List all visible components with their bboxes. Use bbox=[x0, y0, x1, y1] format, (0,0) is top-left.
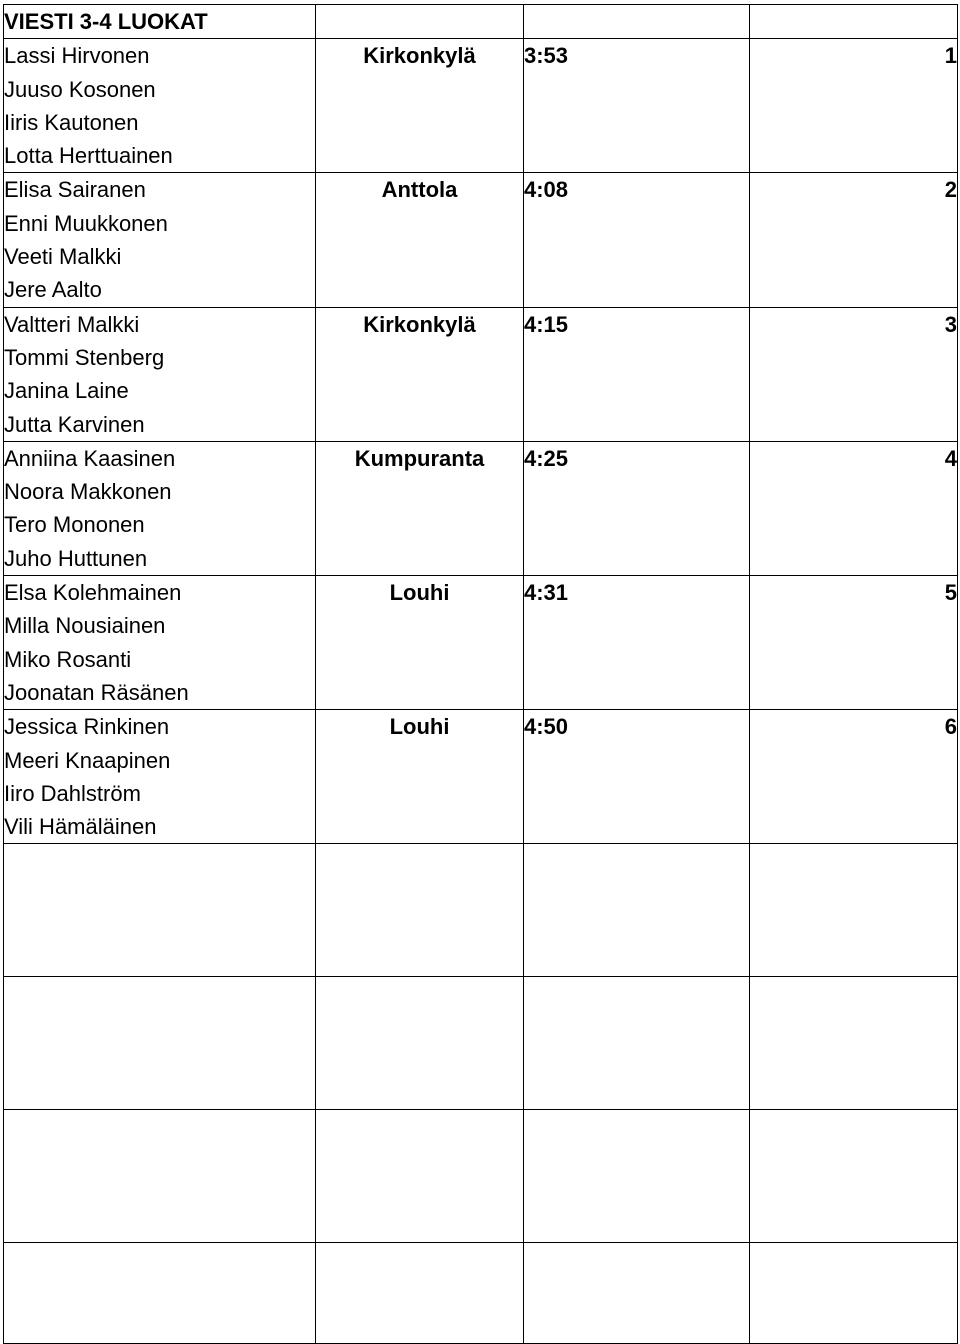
team-name: Louhi bbox=[316, 710, 524, 844]
empty-cell bbox=[524, 1110, 750, 1243]
empty-cell bbox=[316, 1110, 524, 1243]
empty-cell bbox=[316, 977, 524, 1110]
team-members bbox=[4, 307, 316, 441]
table-row bbox=[4, 576, 958, 710]
team-time: 4:15 bbox=[524, 307, 750, 441]
team-members bbox=[4, 441, 316, 575]
member-name: Tommi Stenberg bbox=[4, 344, 165, 370]
empty-cell bbox=[4, 1110, 316, 1243]
table-row bbox=[4, 173, 958, 307]
member-name: Jere Aalto bbox=[4, 277, 102, 303]
member-name: Veeti Malkki bbox=[4, 244, 122, 270]
member-name: Joonatan Räsänen bbox=[4, 679, 189, 705]
team-members bbox=[4, 39, 316, 173]
empty-cell bbox=[4, 977, 316, 1110]
empty-row bbox=[4, 1110, 958, 1243]
member-name: Jessica Rinkinen bbox=[4, 714, 170, 740]
empty-cell bbox=[750, 1243, 958, 1344]
team-time: 4:50 bbox=[524, 710, 750, 844]
empty-row bbox=[4, 844, 958, 977]
empty-cell bbox=[316, 1243, 524, 1344]
table-row bbox=[4, 39, 958, 173]
empty-cell bbox=[750, 844, 958, 977]
table-row bbox=[4, 710, 958, 844]
member-name: Jutta Karvinen bbox=[4, 411, 145, 437]
team-time: 3:53 bbox=[524, 39, 750, 173]
results-table bbox=[3, 4, 958, 1344]
title-row bbox=[4, 5, 958, 39]
member-name: Enni Muukkonen bbox=[4, 210, 168, 236]
team-rank: 2 bbox=[750, 173, 958, 307]
member-name: Iiro Dahlström bbox=[4, 780, 141, 806]
member-name: Anniina Kaasinen bbox=[4, 445, 176, 471]
team-time: 4:25 bbox=[524, 441, 750, 575]
empty-cell bbox=[524, 844, 750, 977]
team-members bbox=[4, 710, 316, 844]
table-title: VIESTI 3-4 LUOKAT bbox=[4, 5, 316, 39]
team-name: Kirkonkylä bbox=[316, 39, 524, 173]
member-name: Iiris Kautonen bbox=[4, 109, 139, 135]
member-name: Valtteri Malkki bbox=[4, 311, 140, 337]
team-name: Louhi bbox=[316, 576, 524, 710]
team-name: Anttola bbox=[316, 173, 524, 307]
empty-cell bbox=[316, 5, 524, 39]
member-name: Noora Makkonen bbox=[4, 479, 172, 505]
team-name: Kumpuranta bbox=[316, 441, 524, 575]
team-members bbox=[4, 173, 316, 307]
empty-cell bbox=[750, 5, 958, 39]
member-name: Juuso Kosonen bbox=[4, 76, 156, 102]
member-name: Juho Huttunen bbox=[4, 545, 148, 571]
member-name: Tero Mononen bbox=[4, 512, 145, 538]
empty-cell bbox=[524, 977, 750, 1110]
team-members bbox=[4, 576, 316, 710]
member-name: Meeri Knaapinen bbox=[4, 747, 171, 773]
member-name: Milla Nousiainen bbox=[4, 613, 166, 639]
empty-cell bbox=[4, 844, 316, 977]
empty-cell bbox=[524, 1243, 750, 1344]
team-rank: 3 bbox=[750, 307, 958, 441]
table-row bbox=[4, 307, 958, 441]
empty-cell bbox=[750, 1110, 958, 1243]
empty-row bbox=[4, 1243, 958, 1344]
table-row bbox=[4, 441, 958, 575]
team-time: 4:08 bbox=[524, 173, 750, 307]
member-name: Vili Hämäläinen bbox=[4, 814, 157, 840]
empty-cell bbox=[524, 5, 750, 39]
member-name: Elsa Kolehmainen bbox=[4, 580, 182, 606]
team-rank: 6 bbox=[750, 710, 958, 844]
empty-cell bbox=[750, 977, 958, 1110]
team-time: 4:31 bbox=[524, 576, 750, 710]
team-name: Kirkonkylä bbox=[316, 307, 524, 441]
member-name: Miko Rosanti bbox=[4, 646, 132, 672]
empty-cell bbox=[316, 844, 524, 977]
team-rank: 5 bbox=[750, 576, 958, 710]
member-name: Elisa Sairanen bbox=[4, 177, 146, 203]
empty-row bbox=[4, 977, 958, 1110]
member-name: Lassi Hirvonen bbox=[4, 43, 150, 69]
team-rank: 1 bbox=[750, 39, 958, 173]
team-rank: 4 bbox=[750, 441, 958, 575]
member-name: Janina Laine bbox=[4, 378, 129, 404]
member-name: Lotta Herttuainen bbox=[4, 143, 173, 169]
empty-cell bbox=[4, 1243, 316, 1344]
